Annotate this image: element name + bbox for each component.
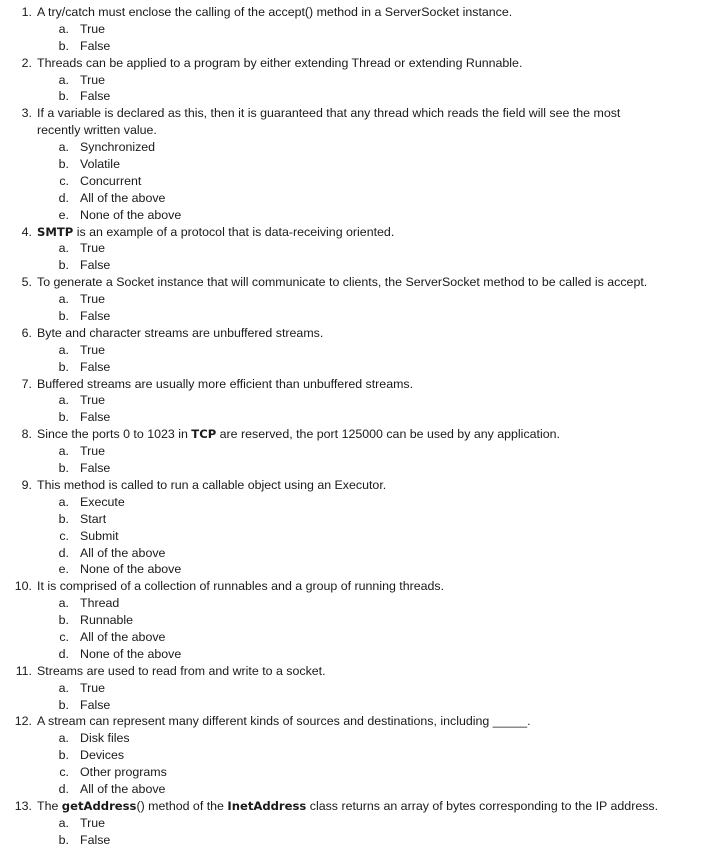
option-text: Thread [80, 596, 120, 611]
question-text-segment: A try/catch must enclose the calling of the accept() method in a ServerSocket instance. [37, 5, 513, 19]
option-text: True [80, 72, 106, 87]
question-number: 4. [21, 224, 32, 239]
question-number: 5. [21, 275, 32, 290]
option-text: True [80, 815, 106, 830]
question-text-bold: TCP [191, 427, 217, 442]
answer-option [0, 38, 702, 55]
question-4 [0, 224, 702, 241]
option-letter: a. [58, 72, 69, 87]
option-letter: b. [58, 309, 69, 324]
question-text-segment: Buffered streams are usually more efficient than unbuffered streams. [37, 376, 414, 391]
option-letter: a. [58, 596, 69, 611]
answer-option [0, 359, 702, 376]
question-text [37, 224, 394, 241]
answer-option [0, 240, 702, 257]
option-letter: d. [58, 781, 69, 796]
answer-option [0, 561, 702, 578]
option-letter: d. [58, 545, 69, 560]
option-text: All of the above [80, 781, 166, 796]
question-text-segment: The [37, 798, 62, 813]
option-text: True [80, 21, 106, 36]
question-1 [0, 4, 702, 21]
answer-option [0, 342, 702, 359]
answer-option [0, 697, 702, 714]
question-text-segment: class returns an array of bytes corresponding to the IP address. [306, 798, 659, 813]
option-letter: a. [58, 21, 69, 36]
question-text-segment: Threads can be applied to a program by either extending Thread or extending Runnable. [37, 55, 523, 70]
question-6 [0, 325, 702, 342]
question-number: 10. [14, 579, 32, 594]
option-text: None of the above [80, 562, 182, 577]
answer-option [0, 291, 702, 308]
question-number: 1. [21, 5, 32, 19]
answer-option [0, 173, 702, 190]
answer-option [0, 629, 702, 646]
option-letter: b. [58, 157, 69, 172]
question-text-bold: InetAddress [227, 798, 307, 813]
question-text [37, 798, 658, 815]
answer-option [0, 409, 702, 426]
option-text: True [80, 292, 106, 307]
question-text-segment: To generate a Socket instance that will communicate to clients, the ServerSocket method to be called is accept. [37, 275, 648, 290]
option-letter: a. [58, 731, 69, 746]
answer-option [0, 460, 702, 477]
question-text [37, 376, 413, 393]
option-text: Other programs [80, 765, 167, 780]
option-letter: a. [58, 393, 69, 408]
option-letter: a. [58, 444, 69, 459]
option-text: False [80, 461, 111, 476]
option-text: All of the above [80, 190, 166, 205]
question-number: 3. [21, 106, 32, 121]
option-letter: b. [58, 410, 69, 425]
question-number: 2. [21, 55, 32, 70]
option-text: Execute [80, 494, 125, 509]
option-text: Runnable [80, 613, 134, 628]
question-text-segment: If a variable is declared as this, then it is guaranteed that any thread which reads the field will see the most [37, 106, 621, 121]
answer-option [0, 392, 702, 409]
option-text: False [80, 832, 111, 847]
answer-option [0, 595, 702, 612]
option-text: Disk files [80, 731, 130, 746]
question-11 [0, 663, 702, 680]
question-number: 13. [14, 798, 32, 813]
option-text: None of the above [80, 646, 182, 661]
option-text: True [80, 444, 106, 459]
option-letter: c. [59, 173, 69, 188]
answer-option [0, 815, 702, 832]
option-letter: b. [58, 832, 69, 847]
answer-option [0, 257, 702, 274]
option-text: Volatile [80, 157, 120, 172]
option-letter: b. [58, 38, 69, 53]
question-5 [0, 274, 702, 291]
question-text-segment: is an example of a protocol that is data-receiving oriented. [73, 224, 395, 239]
option-text: False [80, 258, 111, 273]
option-letter: a. [58, 140, 69, 155]
option-letter: a. [58, 815, 69, 830]
option-text: False [80, 410, 111, 425]
question-10 [0, 578, 702, 595]
answer-option [0, 88, 702, 105]
option-letter: a. [58, 342, 69, 357]
question-2 [0, 55, 702, 72]
question-12 [0, 713, 702, 730]
question-text-segment: are reserved, the port 125000 can be used by any application. [216, 427, 560, 442]
question-text-segment: () method of the [136, 798, 228, 813]
question-text [37, 477, 386, 494]
answer-option [0, 528, 702, 545]
option-text: True [80, 342, 106, 357]
option-text: None of the above [80, 207, 182, 222]
option-text: False [80, 89, 111, 104]
question-text-segment: Streams are used to read from and write to a socket. [37, 663, 326, 678]
answer-option [0, 832, 702, 849]
answer-option [0, 156, 702, 173]
answer-option [0, 747, 702, 764]
option-letter: e. [58, 562, 69, 577]
question-number: 7. [21, 376, 32, 391]
question-9 [0, 477, 702, 494]
question-text-continuation: recently written value. [37, 123, 157, 138]
option-text: Concurrent [80, 173, 142, 188]
question-text-bold: getAddress [61, 798, 137, 813]
option-text: False [80, 697, 111, 712]
question-3 [0, 105, 702, 122]
option-letter: c. [59, 765, 69, 780]
option-text: True [80, 393, 106, 408]
question-number: 11. [15, 663, 32, 678]
option-letter: d. [58, 646, 69, 661]
option-text: Submit [80, 528, 119, 543]
option-letter: c. [59, 528, 69, 543]
question-7 [0, 376, 702, 393]
question-text-segment: It is comprised of a collection of runnables and a group of running threads. [37, 579, 445, 594]
option-letter: b. [58, 359, 69, 374]
question-text [37, 55, 522, 72]
question-text [37, 274, 647, 291]
option-text: False [80, 359, 111, 374]
question-13 [0, 798, 702, 815]
question-text [37, 663, 326, 680]
question-number: 8. [21, 427, 32, 442]
option-text: Synchronized [80, 140, 156, 155]
question-text-segment: This method is called to run a callable object using an Executor. [37, 477, 387, 492]
answer-option [0, 730, 702, 747]
answer-option [0, 21, 702, 38]
option-letter: b. [58, 697, 69, 712]
answer-option [0, 511, 702, 528]
question-text [37, 578, 444, 595]
answer-option [0, 72, 702, 89]
answer-option [0, 494, 702, 511]
option-letter: b. [58, 89, 69, 104]
question-number: 12. [14, 714, 32, 729]
question-text-segment: Since the ports 0 to 1023 in [37, 427, 192, 442]
question-text [37, 325, 323, 342]
option-text: Devices [80, 748, 125, 763]
option-text: True [80, 241, 106, 256]
answer-option [0, 764, 702, 781]
question-number: 6. [21, 325, 32, 340]
answer-option [0, 612, 702, 629]
option-letter: a. [58, 241, 69, 256]
question-text [37, 713, 531, 730]
option-letter: c. [59, 629, 69, 644]
option-text: True [80, 680, 106, 695]
answer-option [0, 443, 702, 460]
answer-option [0, 781, 702, 798]
answer-option [0, 139, 702, 156]
answer-option [0, 545, 702, 562]
question-text [37, 426, 560, 443]
question-text-segment: Byte and character streams are unbuffered streams. [37, 325, 324, 340]
option-text: False [80, 309, 111, 324]
option-letter: a. [58, 292, 69, 307]
answer-option [0, 190, 702, 207]
option-text: All of the above [80, 545, 166, 560]
option-text: Start [80, 511, 107, 526]
option-letter: a. [58, 680, 69, 695]
question-number: 9. [21, 477, 32, 492]
option-letter: e. [58, 207, 69, 222]
option-letter: b. [58, 258, 69, 273]
question-continuation-line [0, 122, 702, 139]
option-letter: b. [58, 511, 69, 526]
question-text [37, 105, 620, 122]
option-letter: d. [58, 190, 69, 205]
option-letter: b. [58, 748, 69, 763]
question-text-segment: A stream can represent many different kinds of sources and destinations, including _____. [37, 714, 531, 729]
question-8 [0, 426, 702, 443]
answer-option [0, 207, 702, 224]
question-text [37, 4, 512, 21]
option-text: False [80, 38, 111, 53]
option-letter: a. [58, 494, 69, 509]
answer-option [0, 308, 702, 325]
option-letter: b. [58, 461, 69, 476]
option-letter: b. [58, 613, 69, 628]
option-text: All of the above [80, 629, 166, 644]
answer-option [0, 680, 702, 697]
answer-option [0, 646, 702, 663]
question-text-bold: SMTP [37, 224, 74, 239]
